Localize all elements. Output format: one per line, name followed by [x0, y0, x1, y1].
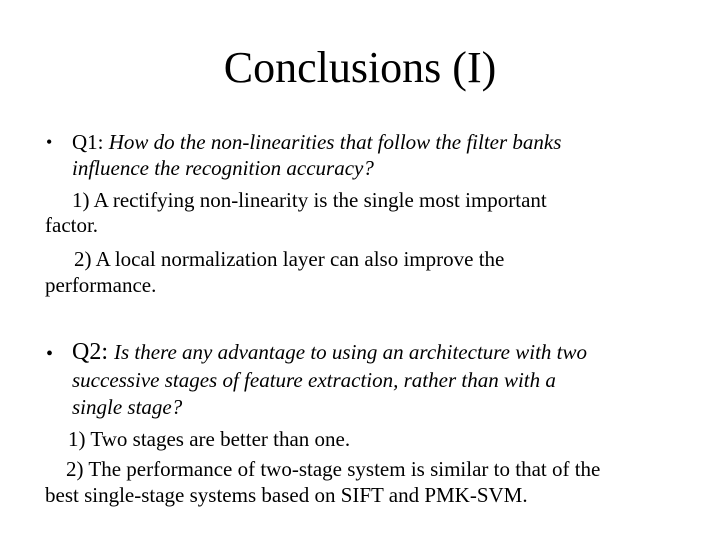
- q1-label: Q1:: [72, 130, 109, 154]
- q2-answer1: 1) Two stages are better than one.: [68, 427, 351, 451]
- q1-answer1-line2: factor.: [45, 213, 99, 237]
- slide-title: Conclusions (I): [223, 43, 497, 92]
- q2-label: Q2:: [72, 339, 114, 365]
- q2-question-text: Is there any advantage to using an architecture with two: [114, 340, 588, 364]
- q1-answer2-line1: 2) A local normalization layer can also improve the: [74, 247, 505, 271]
- q1-answer1-line1: 1) A rectifying non-linearity is the single most important: [72, 188, 547, 212]
- q2-answer2-line2: best single-stage systems based on SIFT and PMK-SVM.: [45, 483, 528, 507]
- q1-answer2-line2: performance.: [45, 273, 157, 297]
- q2-question-line2: successive stages of feature extraction, rather than with a: [72, 368, 556, 392]
- q1-question-line2: influence the recognition accuracy?: [72, 156, 374, 180]
- q2-question-line1: [72, 340, 587, 364]
- q2-answer2-line1: 2) The performance of two-stage system is similar to that of the: [66, 457, 601, 481]
- q2-question-line3: single stage?: [72, 395, 183, 419]
- bullet-icon: •: [46, 343, 54, 365]
- q1-question-text: How do the non-linearities that follow the filter banks: [108, 130, 562, 154]
- bullet-icon: •: [46, 132, 53, 152]
- q1-question-line1: [72, 130, 561, 154]
